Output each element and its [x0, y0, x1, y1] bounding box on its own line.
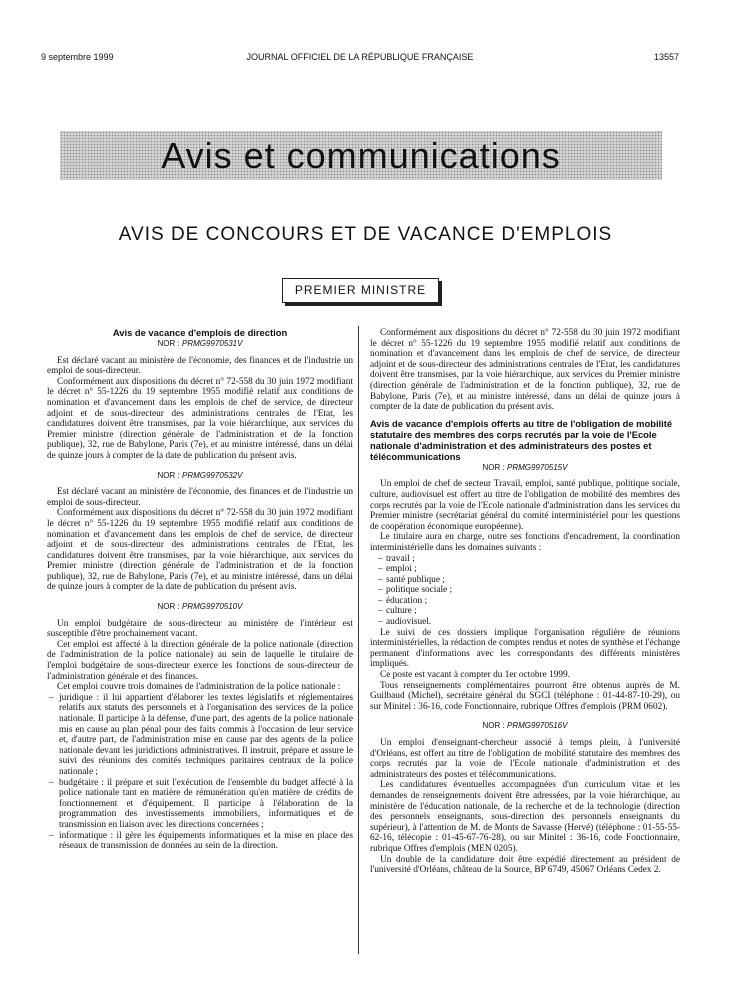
section-title: AVIS DE CONCOURS ET DE VACANCE D'EMPLOIS — [118, 224, 613, 245]
nor-reference — [47, 339, 353, 350]
list-item: – éducation ; — [370, 596, 680, 607]
nor-code: PRMG9970510V — [181, 602, 243, 612]
page-number: 13557 — [653, 52, 679, 62]
list-item: – emploi ; — [370, 564, 680, 575]
paragraph: Le suivi de ces dossiers implique l'organisation régulière de réunions interministérielles, la rédaction de comptes rendus et notes de synthèse et l'échange permanent d'informations avec les correspondants des différents ministères impliqués. — [370, 627, 680, 670]
nor-label: NOR : — [157, 602, 180, 612]
paragraph: Conformément aux dispositions du décret n° 72-558 du 30 juin 1972 modifiant le décret n° 55-1226 du 19 septembre 1955 modifié relatif aux conditions de nomination et d'avancement dans les emplois de chef de service, de directeur adjoint et de sous-directeur des administrations centrales de l'Etat, les candidatures doivent être transmises, par la voie hiérarchique, aux services du Premier ministre (direction générale de l'administration et de la fonction publique), 32, rue de Babylone, Paris (7e), et au ministre intéressé, dans un délai de quinze jours à compter de la date de publication du présent avis. — [47, 376, 353, 461]
running-header — [41, 52, 679, 66]
list-item: – budgétaire : il prépare et suit l'exécution de l'ensemble du budget affecté à la police nationale tant en matière de rémunération qu'en matière de crédits de fonctionnement et d'équipement. Il participe à l'élaboration de la programmation des investissements immobiliers, informatiques et de transmission en liaison avec les directions concernées ; — [47, 778, 353, 831]
notice-heading: Avis de vacance d'emplois offerts au titre de l'obligation de mobilité statutaire des membres des corps recrutés par la voie de l'Ecole nationale d'administration et des administrateurs des postes et télécommunications — [370, 417, 673, 462]
nor-label: NOR : — [157, 339, 180, 348]
nor-code: PRMG9970515V — [506, 462, 568, 472]
paragraph: Conformément aux dispositions du décret n° 72-558 du 30 juin 1972 modifiant le décret n° 55-1226 du 19 septembre 1955 modifié relatif aux conditions de nomination et d'avancement dans les emplois de chef de service, de directeur adjoint et de sous-directeur des administrations centrales de l'Etat, les candidatures doivent être transmises, par la voie hiérarchique, aux services du Premier ministre (direction générale de l'administration et de la fonction publique), 32, rue de Babylone, Paris (7e), et au ministre intéressé, dans un délai de quinze jours à compter de la date de publication du présent avis. — [370, 328, 680, 413]
paragraph: Est déclaré vacant au ministère de l'économie, des finances et de l'industrie un emploi de sous-directeur. — [47, 487, 353, 508]
nor-label: NOR : — [482, 721, 505, 731]
paragraph: Un emploi de chef de secteur Travail, emploi, santé publique, politique sociale, culture, audiovisuel est offert au titre de l'obligation de mobilité des membres des corps recrutés par la voie de l'Ecole nationale d'administration dans les services du Premier ministre (secrétariat général du comité interministériel pour les questions de coopération économique européenne). — [370, 479, 680, 532]
paragraph: Ce poste est vacant à compter du 1er octobre 1999. — [380, 670, 571, 681]
list-item: – santé publique ; — [370, 575, 680, 586]
list-item: – travail ; — [370, 554, 680, 565]
paragraph: Un emploi d'enseignant-chercheur associé à temps plein, à l'université d'Orléans, est offert au titre de l'obligation de mobilité statutaire des membres des corps recrutés par la voie de l'Ecole nationale d'administration et des administrateurs des postes et télécommunications. — [370, 738, 680, 780]
banner-title: Avis et communications — [161, 135, 561, 176]
nor-reference — [47, 602, 353, 613]
list-item: – politique sociale ; — [370, 585, 680, 596]
domain-list — [370, 554, 680, 628]
nor-label: NOR : — [482, 462, 505, 472]
ministry-heading: PREMIER MINISTRE — [282, 278, 439, 303]
list-item: – juridique : il lui appartient d'élaborer les textes législatifs et réglementaires relatifs aux statuts des personnels et à l'organisation des services de la police nationale. Il participe à la défense, d'une part, des agents de la police nationale mis en cause au plan pénal pour des faits commis à l'occasion de leur service et, d'autre part, de l'administration mise en cause par des agents de la police nationale devant les juridictions administratives. Il instruit, prépare et assure le suivi des réunions des comités techniques paritaires centraux de la police nationale ; — [47, 693, 353, 778]
paragraph: Les candidatures éventuelles accompagnées d'un curriculum vitae et les demandes de renseignements doivent être adressées, par la voie hiérarchique, au ministère de l'éducation nationale, de la recherche et de la technologie (direction des personnels enseignants, sous-direction des personnels enseignants du supérieur), à l'attention de M. de Monts de Savasse (Hervé) (téléphone : 01-55-55-62-16, télécopie : 01-45-67-76-28), ou sur Minitel : 36-16, code Fonctionnaire, rubrique Offres d'emplois (MEN 0205). — [370, 780, 680, 854]
nor-code: PRMG9970531V — [181, 339, 243, 348]
paragraph: Le titulaire aura en charge, outre ses fonctions d'encadrement, la coordination interministérielle dans les domaines suivants : — [370, 532, 680, 553]
column-divider — [358, 326, 359, 954]
list-item: – culture ; — [370, 606, 680, 617]
paragraph: Cet emploi est affecté à la direction générale de la police nationale (direction de l'administration de la police nationale) au sein de laquelle le titulaire de l'emploi budgétaire de sous-directeur exerce les fonctions de sous-directeur de l'administration générale et des finances. — [47, 639, 353, 682]
notice-heading: Avis de vacance d'emplois de direction — [112, 327, 288, 338]
paragraph: Est déclaré vacant au ministère de l'économie, des finances et de l'industrie un emploi de sous-directeur. — [47, 355, 353, 377]
section-banner — [60, 131, 662, 180]
journal-title: JOURNAL OFFICIEL DE LA RÉPUBLIQUE FRANÇAISE — [246, 52, 474, 62]
list-item: – audiovisuel. — [370, 617, 680, 628]
left-column — [47, 327, 353, 852]
nor-label: NOR : — [157, 470, 180, 480]
paragraph: Tous renseignements complémentaires pourront être obtenus auprès de M. Guilbaud (Michel), secrétaire général du SGCI (téléphone : 01-44-87-10-29), ou sur Minitel : 36-16, code Fonctionnaire, rubrique Offres d'emplois (PRM 0602). — [370, 680, 680, 712]
header-date: 9 septembre 1999 — [41, 52, 114, 62]
nor-reference — [47, 471, 353, 482]
list-item: – informatique : il gère les équipements informatiques et la mise en place des réseaux de transmission de données au sein de la direction. — [47, 831, 353, 852]
paragraph: Conformément aux dispositions du décret n° 72-558 du 30 juin 1972 modifiant le décret n° 55-1226 du 19 septembre 1955 modifié relatif aux conditions de nomination et d'avancement dans les emplois de chef de service, de directeur adjoint et de sous-directeur des administrations centrales de l'Etat, les candidatures doivent être transmises, par la voie hiérarchique, aux services du Premier ministre (direction générale de l'administration et de la fonction publique), 32, rue de Babylone, Paris (7e), et au ministre intéressé, dans un délai de quinze jours à compter de la date de publication du présent avis. — [47, 508, 353, 593]
nor-code: PRMG9970516V — [506, 721, 568, 731]
paragraph: Un emploi budgétaire de sous-directeur au ministère de l'intérieur est susceptible d'être prochainement vacant. — [47, 618, 353, 640]
paragraph: Un double de la candidature doit être expédié directement au président de l'université d'Orléans, château de la Source, BP 6749, 45067 Orléans Cedex 2. — [370, 854, 680, 876]
right-column — [370, 328, 680, 876]
nor-reference — [370, 721, 680, 732]
paragraph: Cet emploi couvre trois domaines de l'administration de la police nationale : — [57, 682, 341, 693]
nor-reference — [370, 463, 680, 474]
nor-code: PRMG9970532V — [181, 470, 243, 480]
domain-list — [47, 693, 353, 852]
